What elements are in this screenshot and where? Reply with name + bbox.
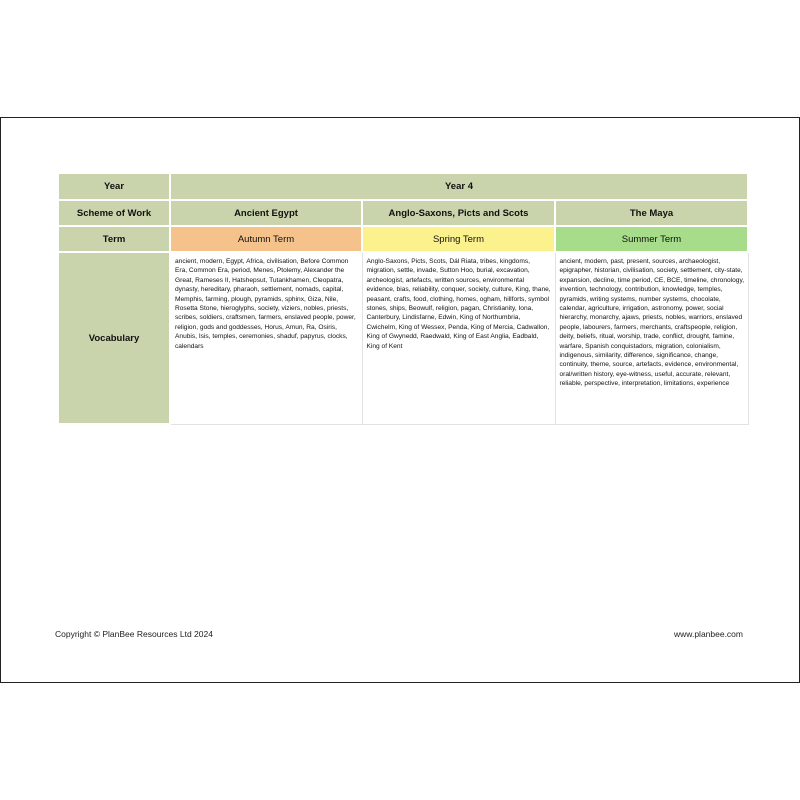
vocab-ancient-egypt: ancient, modern, Egypt, Africa, civilisation, Before Common Era, Common Era, period, Menes, Ptolemy, Alexander the Great, Rameses II, Hatshepsut, Tutankhamen, Cleopatra, dynasty, hereditary, pharaoh, settlement, nomads, capital, Memphis, farming, plough, pyramids, sphinx, Giza, Nile, Rosetta Stone, hieroglyphs, society, viziers, nobles, priests, scribes, soldiers, craftsmen, farmers, enslaved people, power, religion, gods and goddesses, Horus, Amun, Ra, Osiris, Anubis, Isis, temples, ceremonies, shaduf, papyrus, clocks, calendars (170, 252, 362, 424)
scheme-the-maya: The Maya (555, 200, 748, 226)
vocab-the-maya: ancient, modern, past, present, sources, archaeologist, epigrapher, historian, civilisation, society, settlement, city-state, expansion, decline, time period, CE, BCE, timeline, chronology, invention, technology, contribution, knowledge, temples, pyramids, writing systems, number systems, chocolate, calendar, agriculture, irrigation, astronomy, power, social hierarchy, monarchy, ajaws, priests, nobles, warriors, enslaved people, labourers, farmers, merchants, craftspeople, religion, deity, beliefs, ritual, worship, trade, conflict, drought, famine, warfare, Spanish conquistadors, migration, colonialism, indigenous, similarity, difference, significance, change, continuity, theme, source, artefacts, evidence, environmental, oral/written history, eye-witness, useful, accurate, relevant, reliable, perspective, interpretation, limitations, experience (555, 252, 748, 424)
curriculum-table (57, 172, 749, 425)
scheme-row (58, 200, 748, 226)
term-summer: Summer Term (555, 226, 748, 252)
term-row (58, 226, 748, 252)
vocabulary-row (58, 252, 748, 424)
copyright-text: Copyright © PlanBee Resources Ltd 2024 (55, 629, 213, 639)
vocab-label: Vocabulary (58, 252, 170, 424)
vocab-anglo-saxons: Anglo-Saxons, Picts, Scots, Dál Riata, tribes, kingdoms, migration, settle, invade, Sutton Hoo, burial, excavation, archeologist, artefacts, written sources, environmental evidence, bias, reliability, conquer, society, culture, King, thane, peasant, crafts, food, clothing, homes, ogham, hillforts, symbol stones, ships, Beowulf, religion, pagan, Christianity, Iona, Canterbury, Lindisfarne, Edwin, King of Northumbria, Cwichelm, King of Wessex, Penda, King of Mercia, Cadwallon, King of Gwynedd, Raedwald, King of East Anglia, Eadbald, King of Kent (362, 252, 555, 424)
scheme-ancient-egypt: Ancient Egypt (170, 200, 362, 226)
year-label: Year (58, 173, 170, 200)
scheme-anglo-saxons: Anglo-Saxons, Picts and Scots (362, 200, 555, 226)
website-link[interactable]: www.planbee.com (674, 629, 743, 639)
scheme-label: Scheme of Work (58, 200, 170, 226)
document-page (0, 117, 800, 683)
term-autumn: Autumn Term (170, 226, 362, 252)
term-label: Term (58, 226, 170, 252)
year-value: Year 4 (170, 173, 748, 200)
term-spring: Spring Term (362, 226, 555, 252)
year-row (58, 173, 748, 200)
